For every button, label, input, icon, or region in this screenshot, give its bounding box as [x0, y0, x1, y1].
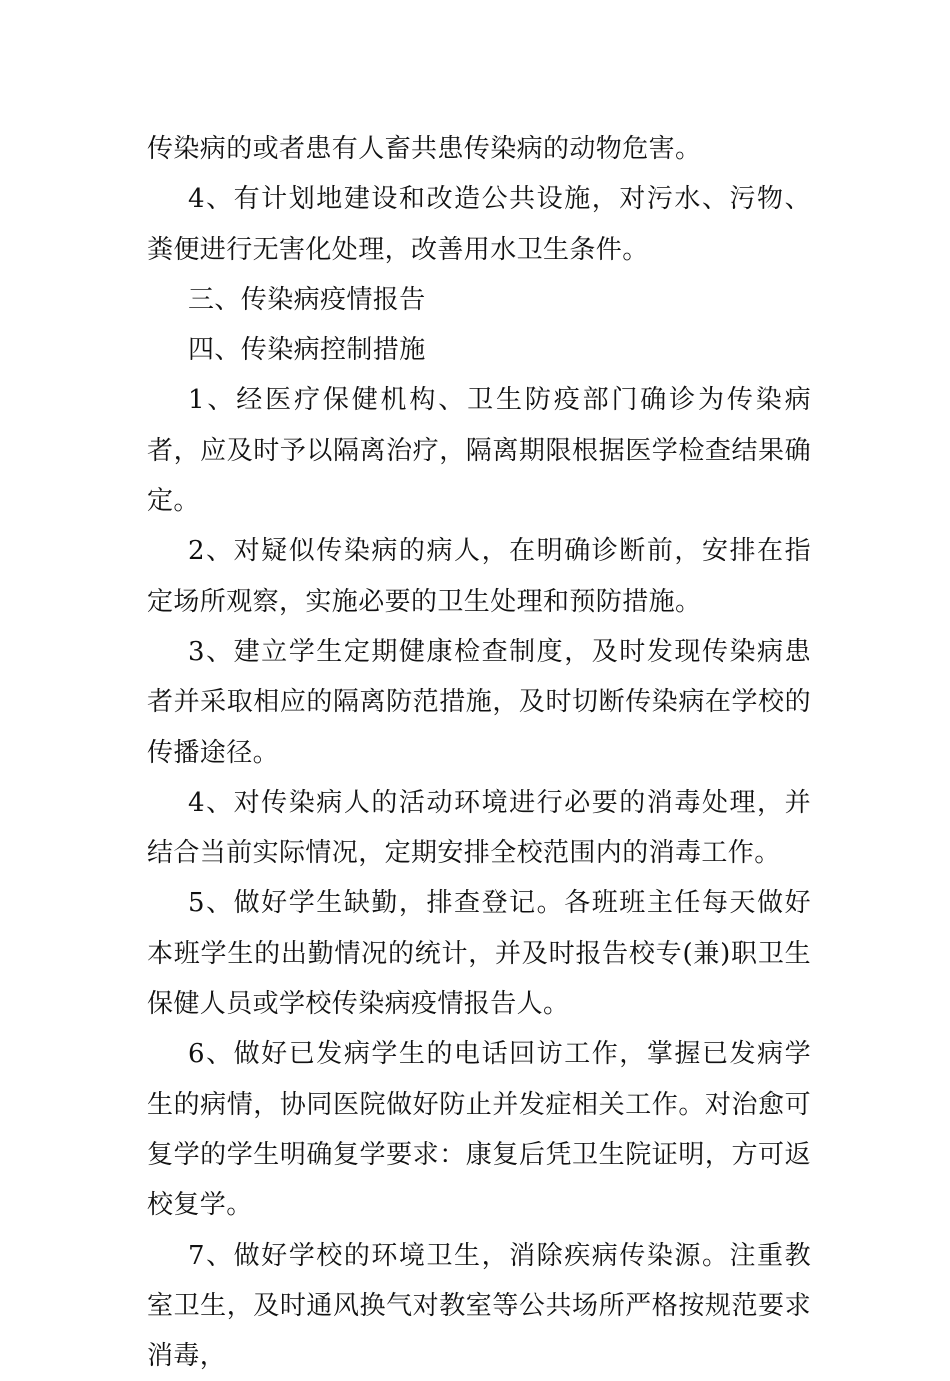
paragraph-item-1: 1、经医疗保健机构、卫生防疫部门确诊为传染病者，应及时予以隔离治疗，隔离期限根据医学检查结果确定。 — [147, 385, 811, 517]
paragraph-item-2: 2、对疑似传染病的病人，在明确诊断前，安排在指定场所观察，实施必要的卫生处理和预防措施。 — [147, 536, 811, 617]
document-body — [147, 124, 811, 1381]
paragraph-item-7: 7、做好学校的环境卫生，消除疾病传染源。注重教室卫生，及时通风换气对教室等公共场所严格按规范要求消毒， — [147, 1240, 811, 1372]
paragraph-item-5: 5、做好学生缺勤，排查登记。各班班主任每天做好本班学生的出勤情况的统计，并及时报告校专(兼)职卫生保健人员或学校传染病疫情报告人。 — [147, 888, 811, 1020]
paragraph-item-4: 4、对传染病人的活动环境进行必要的消毒处理，并结合当前实际情况，定期安排全校范围内的消毒工作。 — [147, 787, 811, 869]
section-heading-4: 四、传染病控制措施 — [188, 335, 426, 366]
paragraph-item-4-facilities: 4、有计划地建设和改造公共设施，对污水、污物、粪便进行无害化处理，改善用水卫生条件。 — [147, 184, 811, 265]
paragraph-continuation: 传染病的或者患有人畜共患传染病的动物危害。 — [147, 134, 702, 164]
paragraph-item-3: 3、建立学生定期健康检查制度，及时发现传染病患者并采取相应的隔离防范措施，及时切断传染病在学校的传播途径。 — [147, 636, 811, 768]
paragraph-item-6: 6、做好已发病学生的电话回访工作，掌握已发病学生的病情，协同医院做好防止并发症相关工作。对治愈可复学的学生明确复学要求：康复后凭卫生院证明，方可返校复学。 — [147, 1039, 811, 1221]
section-heading-3: 三、传染病疫情报告 — [188, 284, 426, 315]
